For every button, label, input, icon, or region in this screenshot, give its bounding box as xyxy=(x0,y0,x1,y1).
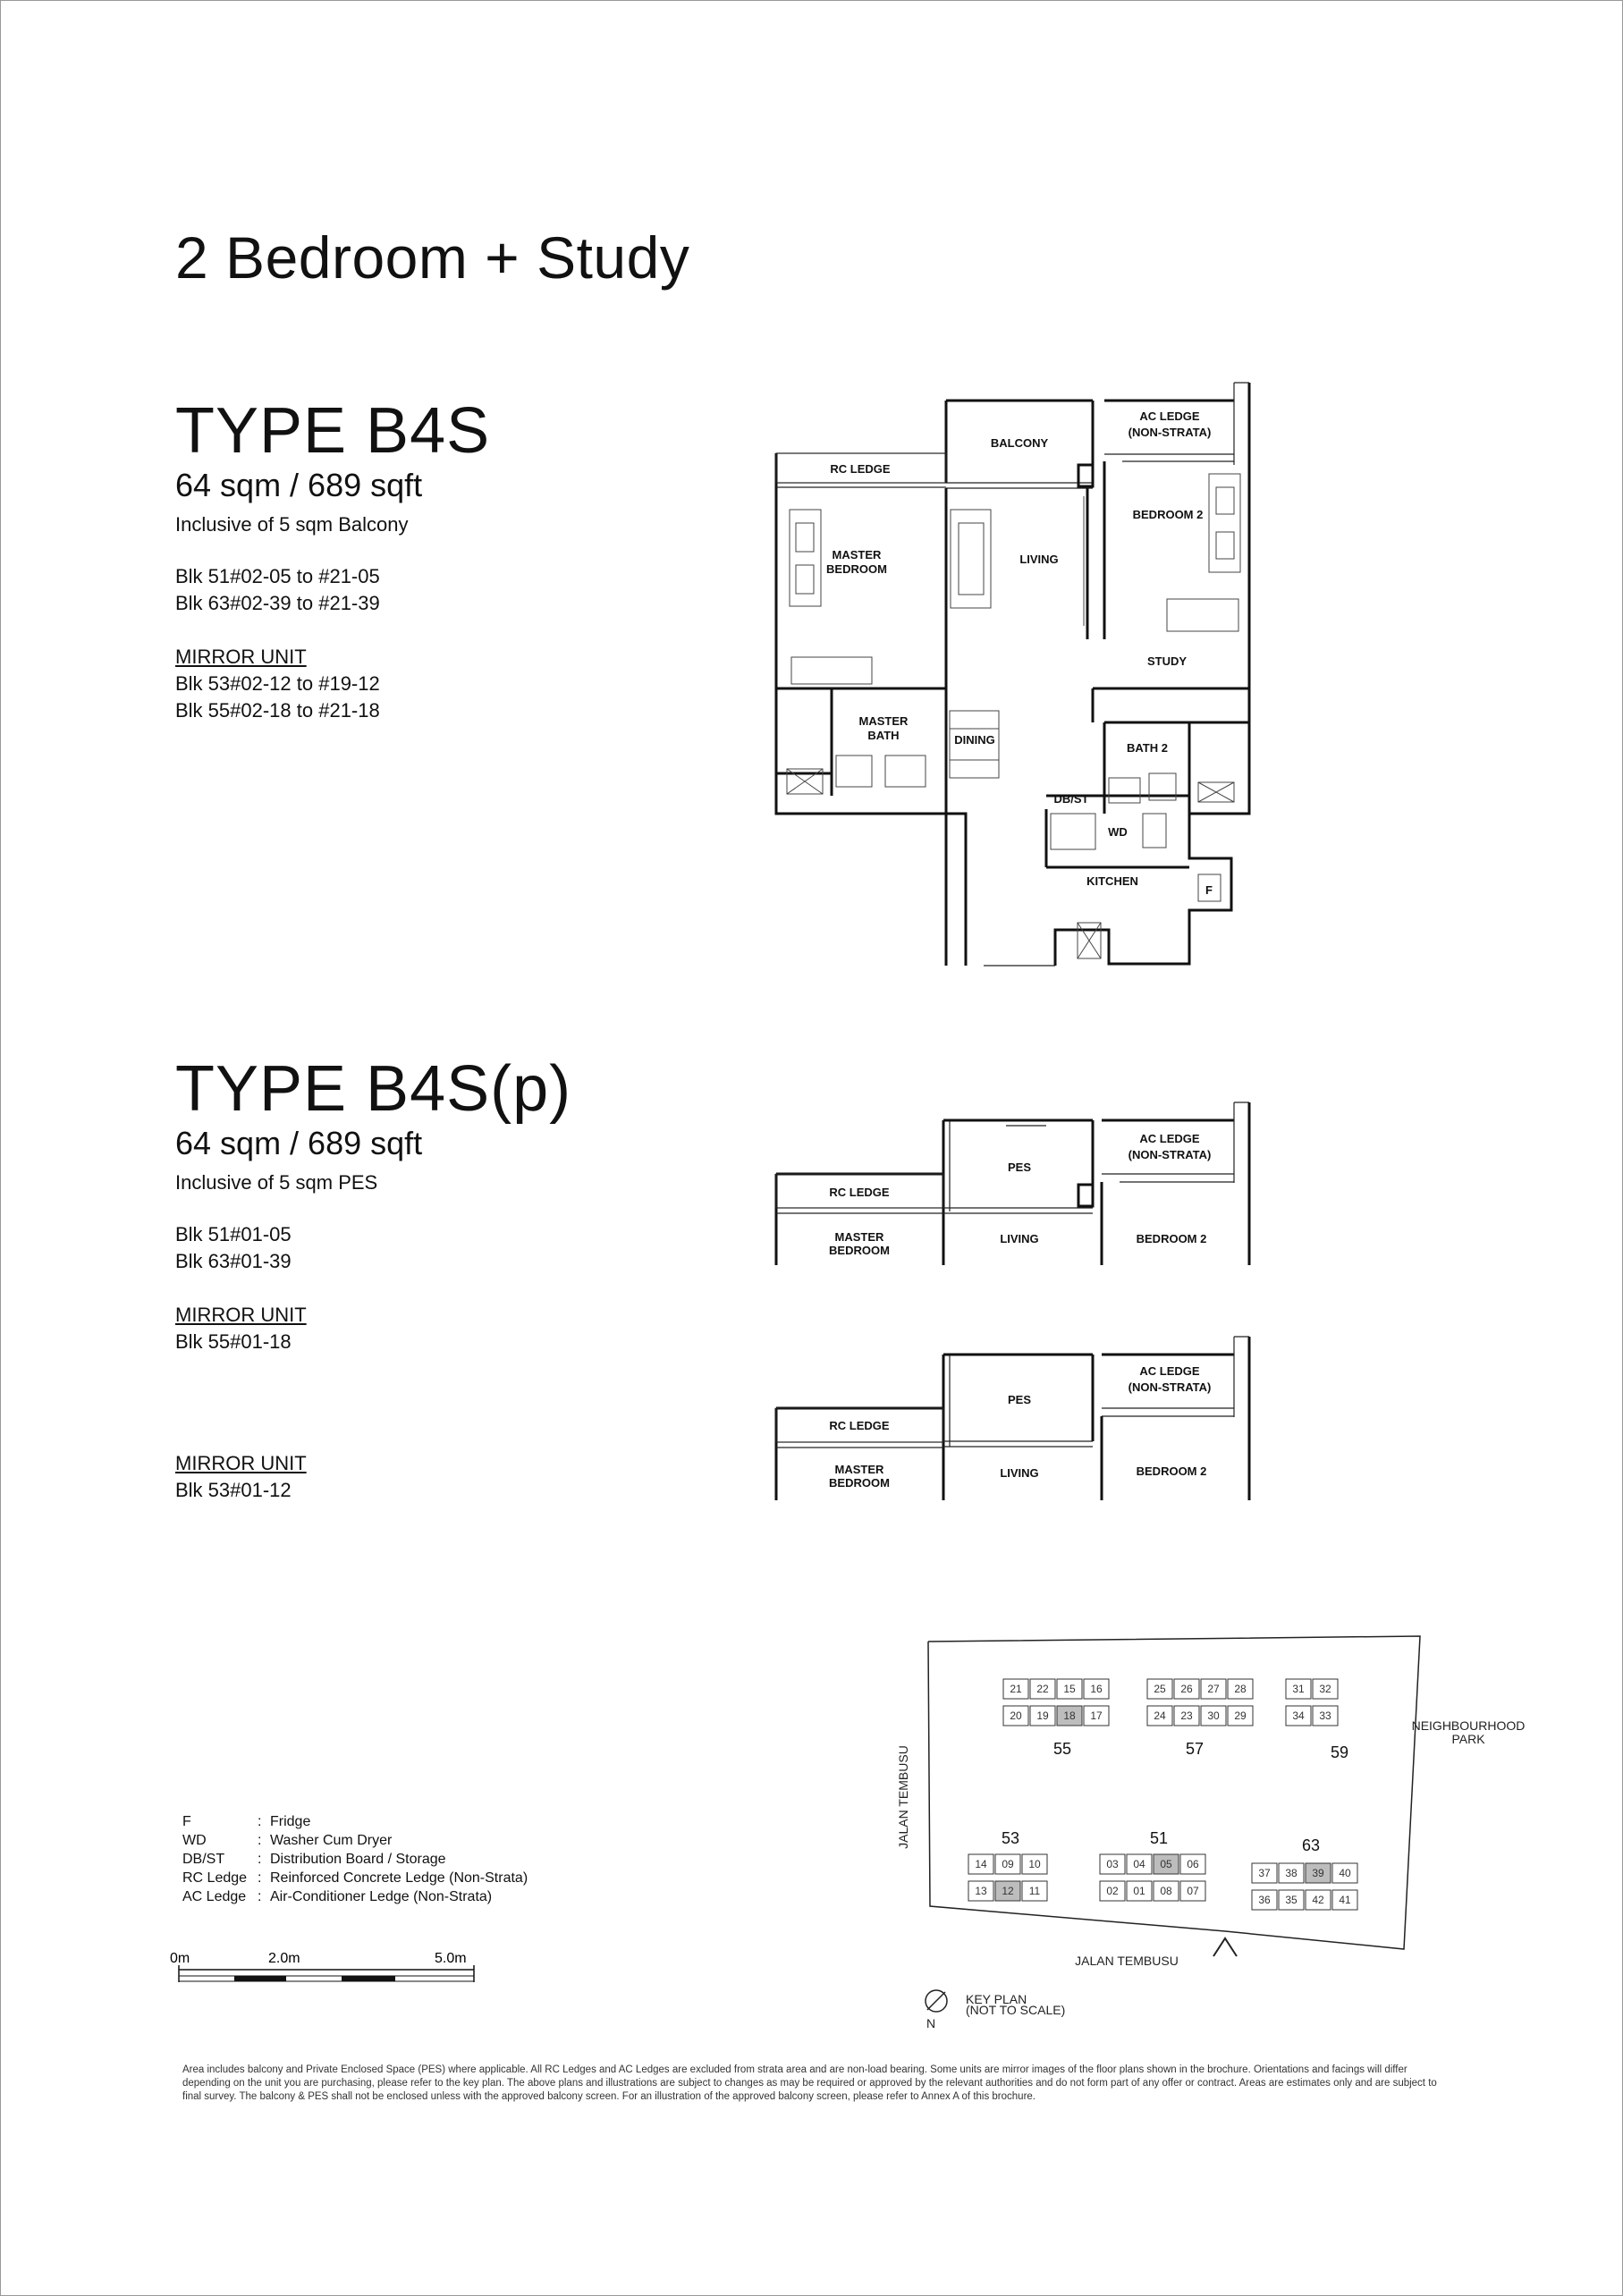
legend-value: Air-Conditioner Ledge (Non-Strata) xyxy=(270,1889,493,1904)
label-ac-ledge-sub: (NON-STRATA) xyxy=(1128,1148,1212,1161)
type-b4s-name: TYPE B4S xyxy=(175,395,491,467)
unit-number: 36 xyxy=(1258,1894,1271,1906)
unit-number: 08 xyxy=(1160,1885,1172,1897)
scale-label: 2.0m xyxy=(268,1951,300,1966)
unit-number: 20 xyxy=(1010,1709,1022,1722)
unit-range: Blk 53#01-12 xyxy=(175,1479,292,1501)
label-master-bedroom-2: BEDROOM xyxy=(826,562,887,576)
block-59 xyxy=(1286,1679,1348,1761)
north-label: N xyxy=(926,2016,936,2030)
unit-number: 29 xyxy=(1234,1709,1247,1722)
road-label-left: JALAN TEMBUSU xyxy=(896,1745,910,1849)
label-rc-ledge: RC LEDGE xyxy=(829,1186,890,1199)
label-bath-2: BATH 2 xyxy=(1127,741,1168,755)
key-plan-blocks xyxy=(968,1679,1357,1910)
label-ac-ledge-sub: (NON-STRATA) xyxy=(1128,426,1212,439)
legend-value: Washer Cum Dryer xyxy=(270,1833,393,1848)
label-rc-ledge: RC LEDGE xyxy=(830,462,891,476)
unit-range: Blk 51#02-05 to #21-05 xyxy=(175,565,380,587)
legend-item: F : Fridge xyxy=(182,1814,311,1829)
unit-number: 01 xyxy=(1133,1885,1145,1897)
label-rc-ledge: RC LEDGE xyxy=(829,1419,890,1432)
unit-number: 26 xyxy=(1180,1683,1193,1695)
legend-value: Distribution Board / Storage xyxy=(270,1852,446,1867)
legend-value: Fridge xyxy=(270,1814,311,1829)
label-living: LIVING xyxy=(1000,1466,1039,1480)
road-label-bottom: JALAN TEMBUSU xyxy=(1075,1954,1179,1968)
unit-number: 02 xyxy=(1106,1885,1119,1897)
label-ac-ledge: AC LEDGE xyxy=(1139,1132,1200,1145)
type-b4s-note: Inclusive of 5 sqm Balcony xyxy=(175,513,409,536)
unit-number: 13 xyxy=(975,1885,987,1897)
label-pes: PES xyxy=(1007,1161,1032,1174)
park-label: PARK xyxy=(1451,1732,1485,1746)
unit-number: 22 xyxy=(1036,1683,1049,1695)
label-living: LIVING xyxy=(1019,553,1059,566)
block-57 xyxy=(1147,1679,1253,1758)
label-fridge: F xyxy=(1205,883,1213,897)
block-number: 57 xyxy=(1185,1740,1205,1758)
unit-number: 39 xyxy=(1312,1867,1324,1879)
label-master-bedroom: MASTER xyxy=(832,548,882,561)
label-wd: WD xyxy=(1108,825,1128,839)
block-number: 53 xyxy=(1001,1829,1020,1847)
unit-number: 41 xyxy=(1339,1894,1351,1906)
label-dining: DINING xyxy=(954,733,995,747)
label-bedroom-2: BEDROOM 2 xyxy=(1132,508,1204,521)
type-b4sp-note: Inclusive of 5 sqm PES xyxy=(175,1171,378,1194)
unit-number: 38 xyxy=(1285,1867,1298,1879)
page-title: 2 Bedroom + Study xyxy=(175,224,690,291)
north-arrow-icon xyxy=(927,1992,945,2010)
legend-value: Reinforced Concrete Ledge (Non-Strata) xyxy=(270,1870,528,1886)
unit-number: 31 xyxy=(1292,1683,1305,1695)
label-kitchen: KITCHEN xyxy=(1086,874,1138,888)
type-b4s-size: 64 sqm / 689 sqft xyxy=(175,467,423,503)
label-ac-ledge-sub: (NON-STRATA) xyxy=(1128,1380,1212,1394)
unit-number: 32 xyxy=(1319,1683,1331,1695)
unit-number: 09 xyxy=(1002,1858,1014,1870)
unit-number: 04 xyxy=(1133,1858,1145,1870)
key-plan-subtitle: (NOT TO SCALE) xyxy=(966,2003,1066,2017)
unit-number: 33 xyxy=(1319,1709,1331,1722)
label-pes: PES xyxy=(1007,1393,1032,1406)
legend-key: DB/ST xyxy=(182,1852,225,1867)
unit-range: Blk 55#02-18 to #21-18 xyxy=(175,699,380,722)
legend-key: F xyxy=(182,1814,191,1829)
label-master-bedroom-2: BEDROOM xyxy=(829,1476,890,1490)
unit-number: 18 xyxy=(1063,1709,1076,1722)
entrance-arrow xyxy=(1213,1938,1237,1956)
unit-number: 06 xyxy=(1187,1858,1199,1870)
label-master-bedroom-2: BEDROOM xyxy=(829,1244,890,1257)
label-master-bedroom: MASTER xyxy=(834,1230,884,1244)
label-master-bath-2: BATH xyxy=(867,729,900,742)
label-master-bath: MASTER xyxy=(858,714,909,728)
block-51 xyxy=(1100,1829,1205,1901)
disclaimer: Area includes balcony and Private Enclosed Space (PES) where applicable. All RC Ledges and AC Ledges are excluded from strata area and are non-load bearing. Some units are mirror images of the floor plans shown in the brochure. Orientations and facings will differ depending on the unit you are purchasing, please refer to the key plan. The above plans and illustrations are subject to changes as may be required or approved by the relevant authorities and do not form part of any offer or contract. Areas are estimates only and are subject to final survey. The balcony & PES shall not be enclosed unless with the approved balcony screen. For an illustration of the approved balcony screen, please refer to Annex A of this brochure. xyxy=(182,2064,1437,2102)
block-55 xyxy=(1003,1679,1109,1758)
unit-number: 28 xyxy=(1234,1683,1247,1695)
unit-number: 05 xyxy=(1160,1858,1172,1870)
unit-range: Blk 55#01-18 xyxy=(175,1330,292,1353)
unit-number: 27 xyxy=(1207,1683,1220,1695)
block-number: 63 xyxy=(1301,1836,1321,1854)
key-plan-title: KEY PLAN xyxy=(966,1992,1027,2006)
scale-label: 0m xyxy=(170,1951,190,1966)
unit-number: 15 xyxy=(1063,1683,1076,1695)
unit-number: 16 xyxy=(1090,1683,1103,1695)
unit-number: 19 xyxy=(1036,1709,1049,1722)
block-number: 59 xyxy=(1330,1743,1349,1761)
label-living: LIVING xyxy=(1000,1232,1039,1245)
block-53 xyxy=(968,1829,1047,1901)
unit-number: 30 xyxy=(1207,1709,1220,1722)
unit-number: 35 xyxy=(1285,1894,1298,1906)
block-63 xyxy=(1252,1836,1357,1910)
mirror-unit-heading: MIRROR UNIT xyxy=(175,1304,307,1326)
legend-item: DB/ST : Distribution Board / Storage xyxy=(182,1852,446,1867)
unit-number: 03 xyxy=(1106,1858,1119,1870)
legend-item: WD : Washer Cum Dryer xyxy=(182,1833,393,1848)
unit-number: 42 xyxy=(1312,1894,1324,1906)
label-dbst: DB/ST xyxy=(1053,792,1089,806)
legend-key: AC Ledge xyxy=(182,1889,247,1904)
unit-number: 23 xyxy=(1180,1709,1193,1722)
unit-number: 11 xyxy=(1028,1885,1041,1897)
label-ac-ledge: AC LEDGE xyxy=(1139,1364,1200,1378)
label-master-bedroom: MASTER xyxy=(834,1463,884,1476)
unit-range: Blk 63#01-39 xyxy=(175,1250,292,1272)
legend-item: RC Ledge : Reinforced Concrete Ledge (Non-Strata) xyxy=(182,1870,528,1886)
mirror-unit-heading: MIRROR UNIT xyxy=(175,646,307,668)
unit-number: 21 xyxy=(1010,1683,1022,1695)
type-b4sp-name: TYPE B4S(p) xyxy=(175,1053,572,1125)
block-number: 55 xyxy=(1052,1740,1072,1758)
unit-range: Blk 63#02-39 to #21-39 xyxy=(175,592,380,614)
park-label: NEIGHBOURHOOD xyxy=(1411,1718,1526,1733)
block-number: 51 xyxy=(1149,1829,1169,1847)
unit-number: 07 xyxy=(1187,1885,1199,1897)
unit-number: 24 xyxy=(1154,1709,1166,1722)
unit-number: 25 xyxy=(1154,1683,1166,1695)
unit-range: Blk 53#02-12 to #19-12 xyxy=(175,672,380,695)
label-study: STUDY xyxy=(1146,654,1188,668)
label-bedroom-2: BEDROOM 2 xyxy=(1136,1232,1207,1245)
unit-number: 17 xyxy=(1090,1709,1103,1722)
legend-item: AC Ledge : Air-Conditioner Ledge (Non-Strata) xyxy=(182,1889,493,1904)
legend-key: RC Ledge xyxy=(182,1870,248,1886)
unit-number: 10 xyxy=(1028,1858,1041,1870)
legend-key: WD xyxy=(182,1833,207,1848)
unit-number: 37 xyxy=(1258,1867,1271,1879)
label-ac-ledge: AC LEDGE xyxy=(1139,409,1200,423)
unit-number: 40 xyxy=(1339,1867,1351,1879)
type-b4sp-size: 64 sqm / 689 sqft xyxy=(175,1125,423,1161)
label-balcony: BALCONY xyxy=(990,436,1049,450)
unit-number: 34 xyxy=(1292,1709,1305,1722)
label-bedroom-2: BEDROOM 2 xyxy=(1136,1465,1207,1478)
unit-range: Blk 51#01-05 xyxy=(175,1223,292,1245)
unit-number: 14 xyxy=(975,1858,987,1870)
mirror-unit-heading: MIRROR UNIT xyxy=(175,1452,307,1474)
unit-number: 12 xyxy=(1002,1885,1014,1897)
scale-label: 5.0m xyxy=(435,1951,467,1966)
